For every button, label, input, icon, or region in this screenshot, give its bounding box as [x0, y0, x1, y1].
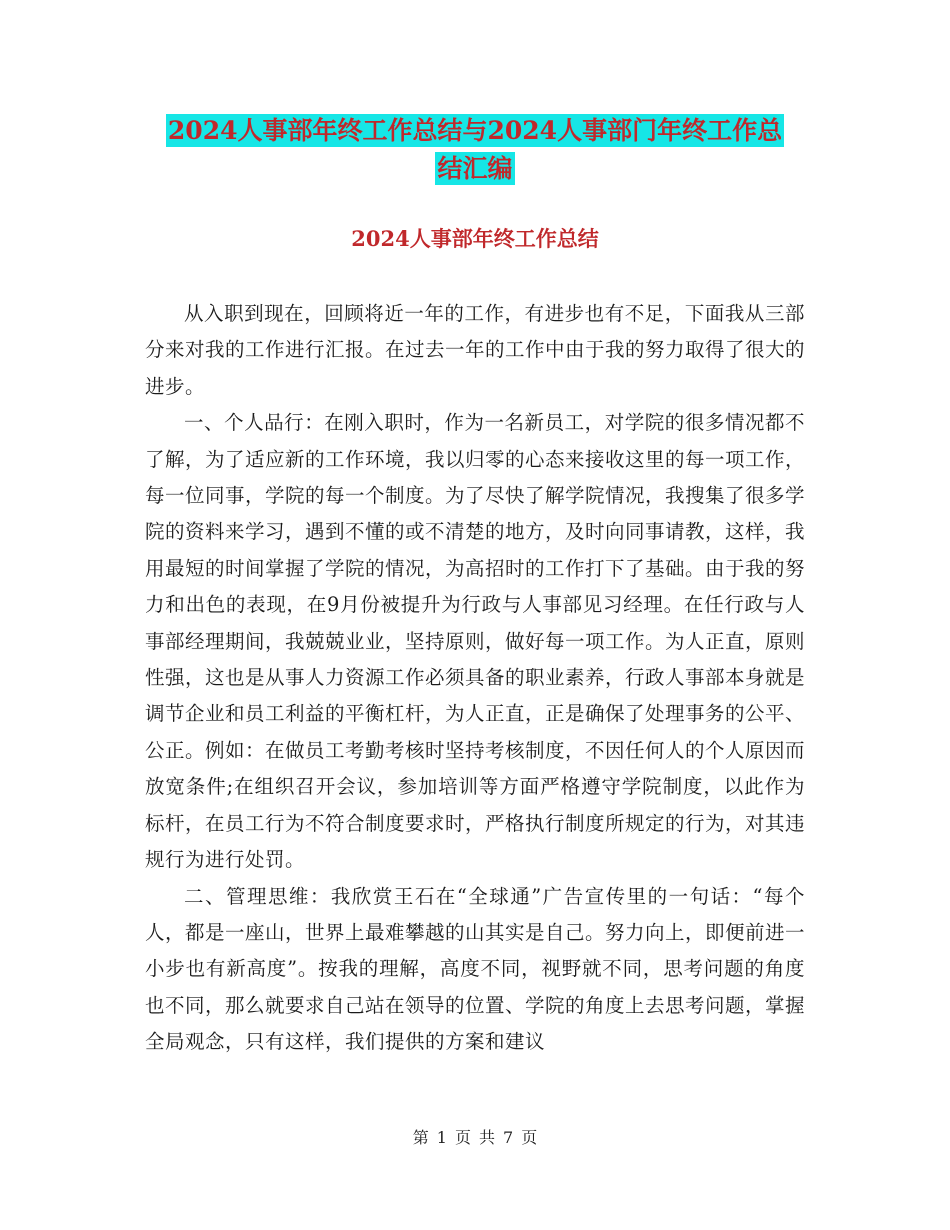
footer-suffix: 页 — [521, 1128, 538, 1147]
paragraph-management-thinking: 二、管理思维：我欣赏王石在“全球通”广告宣传里的一句话：“每个人，都是一座山，世界上最难攀越的山其实是自己。努力向上，即便前进一小步也有新高度”。按我的理解，高度不同，视野就不同，思考问题的角度也不同，那么就要求自己站在领导的位置、学院的角度上去思考问题，掌握全局观念，只有这样，我们提供的方案和建议 — [145, 884, 806, 1054]
footer-total-prefix: 共 — [479, 1128, 496, 1147]
footer-page-total: 7 — [503, 1128, 514, 1147]
paragraph-intro: 从入职到现在，回顾将近一年的工作，有进步也有不足，下面我从三部分来对我的工作进行汇报。在过去一年的工作中由于我的努力取得了很大的进步。 — [145, 302, 806, 398]
footer-page-label: 页 — [454, 1128, 471, 1147]
paragraph-personal-conduct: 一、个人品行：在刚入职时，作为一名新员工，对学院的很多情况都不了解，为了适应新的工作环境，我以归零的心态来接收这里的每一项工作，每一位同事，学院的每一个制度。为了尽快了解学院情况，我搜集了很多学院的资料来学习，遇到不懂的或不清楚的地方，及时向同事请教，这样，我用最短的时间掌握了学院的情况，为高招时的工作打下了基础。由于我的努力和出色的表现，在9月份被提升为行政与人事部见习经理。在任行政与人事部经理期间，我兢兢业业，坚持原则，做好每一项工作。为人正直，原则性强，这也是从事人力资源工作必须具备的职业素养，行政人事部本身就是调节企业和员工利益的平衡杠杆，为人正直，正是确保了处理事务的公平、公正。例如：在做员工考勤考核时坚持考核制度，不因任何人的个人原因而放宽条件;在组织召开会议，参加培训等方面严格遵守学院制度，以此作为标杆，在员工行为不符合制度要求时，严格执行制度所规定的行为，对其违规行为进行处罚。 — [145, 411, 806, 872]
document-title-line2: 结汇编 — [437, 154, 513, 183]
document-body — [145, 296, 805, 1061]
footer-page-current: 1 — [436, 1128, 447, 1147]
document-title — [0, 112, 950, 188]
document-title-line1: 2024人事部年终工作总结与2024人事部门年终工作总 — [167, 116, 783, 145]
section-title: 2024人事部年终工作总结 — [351, 226, 599, 251]
footer-prefix: 第 — [412, 1128, 429, 1147]
page-footer — [0, 1125, 950, 1148]
